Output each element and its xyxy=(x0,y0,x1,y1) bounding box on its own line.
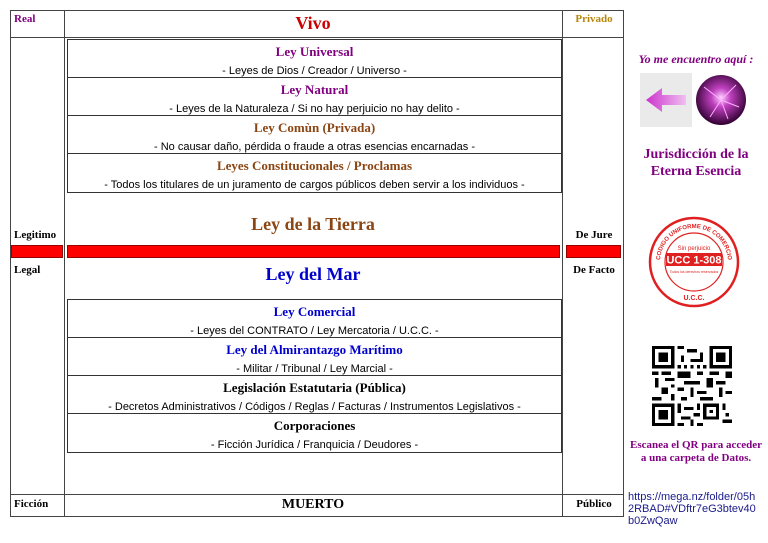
law-comun xyxy=(68,116,561,154)
law-title: Leyes Constitucionales / Proclamas xyxy=(216,158,413,173)
law-estatutaria xyxy=(68,376,561,414)
lower-laws-box xyxy=(67,299,562,453)
ucc-seal-icon xyxy=(646,216,742,308)
left-divider xyxy=(64,10,65,516)
bottom-divider xyxy=(10,494,623,495)
red-bar-right xyxy=(566,245,621,258)
arrow-panel xyxy=(640,73,692,127)
law-desc: - Leyes de la Naturaleza / Si no hay perjuicio no hay delito - xyxy=(169,103,460,115)
law-title: Ley del Almirantazgo Marítimo xyxy=(226,342,403,357)
law-desc: - Militar / Tribunal / Ley Marcial - xyxy=(236,363,393,375)
law-title: Ley Comùn (Privada) xyxy=(253,120,376,135)
qr-caption: Escanea el QR para acceder a una carpeta de Datos. xyxy=(630,439,762,464)
law-desc: - Leyes del CONTRATO / Ley Mercatoria / U.C.C. - xyxy=(190,325,439,337)
corner-ficcion: Ficción xyxy=(14,498,49,510)
title-vivo: Vivo xyxy=(295,13,331,33)
seal-mid-text: Sin perjuicio xyxy=(677,246,711,252)
seal-small-text: Todos los derechos reservados xyxy=(669,270,719,274)
law-desc: - Todos los titulares de un juramento de cargos públicos deben servir a los individuos - xyxy=(104,179,525,191)
jurisdiction-label: Jurisdicción de la Eterna Esencia xyxy=(643,147,749,179)
corner-legitimo: Legitimo xyxy=(14,229,57,241)
law-desc: - Leyes de Dios / Creador / Universo - xyxy=(222,65,407,77)
law-almirantazgo xyxy=(68,338,561,376)
corner-privado: Privado xyxy=(575,13,613,25)
title-ley-mar: Ley del Mar xyxy=(265,264,361,284)
corner-de-jure: De Jure xyxy=(575,229,613,241)
upper-laws-box xyxy=(67,39,562,193)
law-desc: - Ficción Jurídica / Franquicia / Deudores - xyxy=(210,439,419,451)
law-desc: - No causar daño, pérdida o fraude a otras esencias encarnadas - xyxy=(153,141,476,153)
law-title: Corporaciones xyxy=(273,418,356,433)
law-title: Ley Natural xyxy=(280,82,349,97)
plasma-sphere-icon xyxy=(694,73,748,127)
law-desc: - Decretos Administrativos / Códigos / Reglas / Facturas / Instrumentos Legislativos - xyxy=(108,401,521,413)
arrow-left-icon xyxy=(640,73,692,127)
law-constitucionales xyxy=(68,154,561,192)
seal-bottom-text: U.C.C. xyxy=(683,295,705,302)
law-natural xyxy=(68,78,561,116)
corner-legal: Legal xyxy=(14,264,41,276)
red-bar-center xyxy=(67,245,560,258)
title-muerto: MUERTO xyxy=(281,497,345,512)
qr-code-icon[interactable] xyxy=(652,346,732,426)
top-divider xyxy=(10,37,623,38)
sphere-panel xyxy=(694,73,748,127)
law-title: Legislación Estatutaria (Pública) xyxy=(223,380,406,395)
seal-top-text: CODIGO UNIFORME DE COMERCIO xyxy=(656,224,732,261)
corner-real: Real xyxy=(14,13,36,25)
here-label: Yo me encuentro aquí : xyxy=(638,52,754,66)
red-bar-left xyxy=(11,245,63,258)
law-corporaciones xyxy=(68,414,561,452)
law-title: Ley Comercial xyxy=(273,304,356,319)
title-ley-tierra: Ley de la Tierra xyxy=(251,214,375,234)
law-comercial xyxy=(68,300,561,338)
corner-publico: Público xyxy=(576,498,612,510)
seal-code-text: UCC 1-308 xyxy=(666,254,722,267)
here-graphic xyxy=(640,73,748,127)
corner-de-facto: De Facto xyxy=(573,264,615,276)
ucc-seal xyxy=(646,216,742,308)
law-universal xyxy=(68,40,561,78)
qr-code[interactable] xyxy=(652,346,732,426)
law-title: Ley Universal xyxy=(275,44,354,59)
mega-folder-link[interactable]: https://mega.nz/folder/05h2RBAD#VDftr7eG3btev40b0ZwQaw xyxy=(628,491,756,527)
right-divider xyxy=(562,10,563,516)
